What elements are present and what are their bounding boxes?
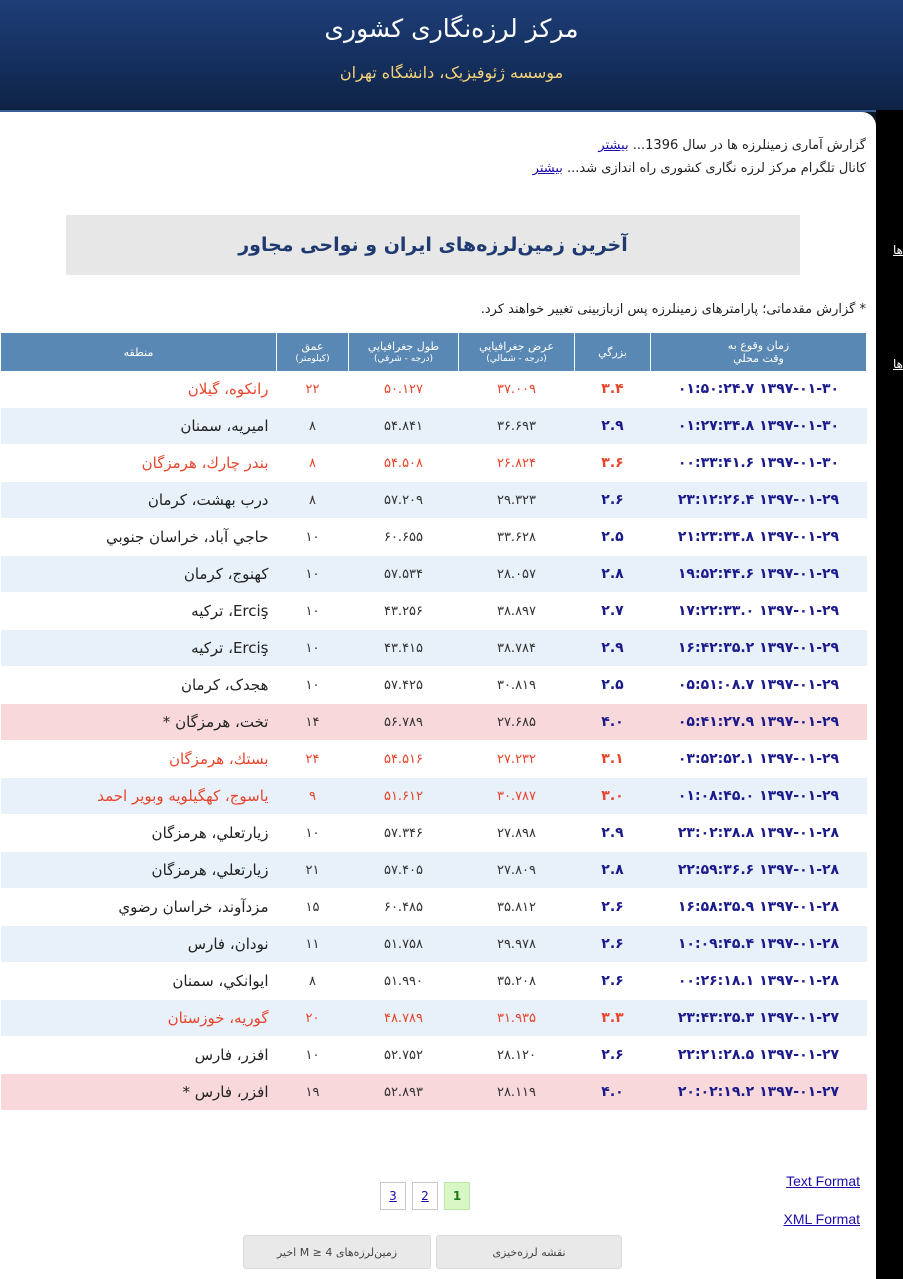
notice-stats	[598, 138, 866, 153]
more-link[interactable]: بیشتر	[532, 161, 563, 176]
table-row[interactable]	[1, 445, 867, 482]
table-row[interactable]	[1, 963, 867, 1000]
section-banner	[66, 215, 800, 275]
table-row[interactable]	[1, 1000, 867, 1037]
cell-latitude: ۲۷.۸۹۸	[459, 815, 575, 852]
col-time: زمان وقوع به وقت محلي	[651, 333, 867, 371]
cell-depth: ۱۰	[277, 815, 349, 852]
cell-depth: ۱۰	[277, 1037, 349, 1074]
table-row[interactable]	[1, 371, 867, 408]
cell-latitude: ۳۵.۲۰۸	[459, 963, 575, 1000]
cell-region: کهنوج، کرمان	[1, 556, 277, 593]
seismicity-map-button[interactable]: نقشه لرزه‌خيزی	[436, 1235, 622, 1269]
cell-latitude: ۳۰.۸۱۹	[459, 667, 575, 704]
cell-depth: ۲۱	[277, 852, 349, 889]
site-subtitle: موسسه ژئوفیزیک، دانشگاه تهران	[339, 63, 564, 82]
cell-magnitude: ۲.۶	[575, 1037, 651, 1074]
cell-longitude: ۵۴.۸۴۱	[349, 408, 459, 445]
cell-magnitude: ۲.۸	[575, 852, 651, 889]
cell-region: افزر، فارس *	[1, 1074, 277, 1111]
cell-region: درب بهشت، کرمان	[1, 482, 277, 519]
cell-latitude: ۳۶.۶۹۳	[459, 408, 575, 445]
cell-time: ۱۳۹۷-۰۱-۲۷ ۲۰:۰۲:۱۹.۲	[651, 1074, 867, 1111]
notice-text: گزارش آماری زمینلرزه ها در سال 1396...	[628, 138, 866, 153]
cell-longitude: ۵۷.۴۰۵	[349, 852, 459, 889]
cell-region: اميريه، سمنان	[1, 408, 277, 445]
side-menu-link[interactable]: ها	[893, 243, 903, 257]
cell-region: زيارتعلي، هرمزگان	[1, 852, 277, 889]
cell-longitude: ۵۱.۶۱۲	[349, 778, 459, 815]
cell-region: بندر چارك، هرمزگان	[1, 445, 277, 482]
cell-latitude: ۳۷.۰۰۹	[459, 371, 575, 408]
cell-time: ۱۳۹۷-۰۱-۲۹ ۱۷:۲۲:۳۳.۰	[651, 593, 867, 630]
cell-latitude: ۳۵.۸۱۲	[459, 889, 575, 926]
cell-longitude: ۵۷.۲۰۹	[349, 482, 459, 519]
side-menu	[876, 110, 903, 1279]
cell-latitude: ۲۶.۸۲۴	[459, 445, 575, 482]
cell-depth: ۱۰	[277, 667, 349, 704]
cell-time: ۱۳۹۷-۰۱-۲۹ ۰۱:۰۸:۴۵.۰	[651, 778, 867, 815]
cell-latitude: ۲۹.۳۲۳	[459, 482, 575, 519]
recent-m4-button[interactable]: زمين‌لرزه‌های 4 ≤ M اخير	[243, 1235, 431, 1269]
cell-latitude: ۲۷.۸۰۹	[459, 852, 575, 889]
cell-longitude: ۵۱.۷۵۸	[349, 926, 459, 963]
cell-depth: ۱۰	[277, 519, 349, 556]
table-row[interactable]	[1, 741, 867, 778]
table-header-row	[1, 333, 867, 371]
cell-longitude: ۵۲.۷۵۲	[349, 1037, 459, 1074]
section-title: آخرین زمین‌لرزه‌های ایران و نواحی مجاور	[238, 234, 628, 256]
cell-time: ۱۳۹۷-۰۱-۲۸ ۲۳:۰۲:۳۸.۸	[651, 815, 867, 852]
cell-magnitude: ۲.۶	[575, 482, 651, 519]
cell-magnitude: ۴.۰	[575, 704, 651, 741]
cell-longitude: ۵۶.۷۸۹	[349, 704, 459, 741]
cell-depth: ۸	[277, 408, 349, 445]
table-row[interactable]	[1, 519, 867, 556]
col-depth: عمق (کيلومتر)	[277, 333, 349, 371]
earthquake-table	[0, 333, 867, 1111]
cell-time: ۱۳۹۷-۰۱-۲۹ ۲۳:۱۲:۲۶.۴	[651, 482, 867, 519]
cell-region: هجدک، کرمان	[1, 667, 277, 704]
cell-time: ۱۳۹۷-۰۱-۲۹ ۲۱:۲۳:۳۴.۸	[651, 519, 867, 556]
notice-text: کانال تلگرام مرکز لرزه نگاری کشوری راه اندازی شد...	[562, 161, 866, 176]
page-link[interactable]: 3	[380, 1182, 406, 1210]
table-row[interactable]	[1, 815, 867, 852]
pagination	[380, 1182, 470, 1210]
col-longitude: طول جغرافيايي (درجه - شرقي)	[349, 333, 459, 371]
cell-latitude: ۲۸.۱۱۹	[459, 1074, 575, 1111]
cell-depth: ۸	[277, 963, 349, 1000]
col-region: منطقه	[1, 333, 277, 371]
cell-time: ۱۳۹۷-۰۱-۳۰ ۰۱:۲۷:۳۴.۸	[651, 408, 867, 445]
page-current[interactable]: 1	[444, 1182, 470, 1210]
cell-longitude: ۵۱.۹۹۰	[349, 963, 459, 1000]
cell-magnitude: ۲.۹	[575, 630, 651, 667]
cell-time: ۱۳۹۷-۰۱-۲۸ ۲۲:۵۹:۳۶.۶	[651, 852, 867, 889]
table-row[interactable]	[1, 556, 867, 593]
cell-magnitude: ۴.۰	[575, 1074, 651, 1111]
col-latitude: عرض جغرافيايي (درجه - شمالي)	[459, 333, 575, 371]
cell-time: ۱۳۹۷-۰۱-۲۸ ۱۶:۵۸:۳۵.۹	[651, 889, 867, 926]
cell-region: تخت، هرمزگان *	[1, 704, 277, 741]
cell-magnitude: ۲.۹	[575, 815, 651, 852]
more-link[interactable]: بیشتر	[598, 138, 629, 153]
cell-longitude: ۶۰.۴۸۵	[349, 889, 459, 926]
table-row[interactable]	[1, 1074, 867, 1111]
table-row[interactable]	[1, 667, 867, 704]
cell-longitude: ۵۷.۳۴۶	[349, 815, 459, 852]
cell-magnitude: ۲.۵	[575, 519, 651, 556]
cell-region: مزدآوند، خراسان رضوي	[1, 889, 277, 926]
cell-magnitude: ۲.۸	[575, 556, 651, 593]
cell-region: Erciş، ترکيه	[1, 630, 277, 667]
cell-depth: ۹	[277, 778, 349, 815]
cell-time: ۱۳۹۷-۰۱-۳۰ ۰۰:۳۳:۴۱.۶	[651, 445, 867, 482]
cell-depth: ۱۱	[277, 926, 349, 963]
main-content	[0, 112, 876, 1279]
cell-depth: ۱۰	[277, 556, 349, 593]
cell-time: ۱۳۹۷-۰۱-۲۹ ۱۶:۴۲:۳۵.۲	[651, 630, 867, 667]
cell-time: ۱۳۹۷-۰۱-۲۸ ۰۰:۲۶:۱۸.۱	[651, 963, 867, 1000]
cell-time: ۱۳۹۷-۰۱-۲۷ ۲۳:۴۳:۳۵.۳	[651, 1000, 867, 1037]
cell-time: ۱۳۹۷-۰۱-۲۹ ۰۳:۵۲:۵۲.۱	[651, 741, 867, 778]
cell-latitude: ۳۱.۹۳۵	[459, 1000, 575, 1037]
table-row[interactable]	[1, 408, 867, 445]
cell-region: گوريه، خوزستان	[1, 1000, 277, 1037]
cell-region: بستك، هرمزگان	[1, 741, 277, 778]
cell-longitude: ۵۴.۵۰۸	[349, 445, 459, 482]
table-row[interactable]	[1, 1037, 867, 1074]
table-row[interactable]	[1, 482, 867, 519]
cell-depth: ۱۹	[277, 1074, 349, 1111]
cell-depth: ۲۰	[277, 1000, 349, 1037]
cell-region: Erciş، ترکيه	[1, 593, 277, 630]
cell-magnitude: ۳.۱	[575, 741, 651, 778]
cell-time: ۱۳۹۷-۰۱-۲۹ ۰۵:۵۱:۰۸.۷	[651, 667, 867, 704]
table-row[interactable]	[1, 778, 867, 815]
table-row[interactable]	[1, 926, 867, 963]
cell-depth: ۱۵	[277, 889, 349, 926]
cell-magnitude: ۲.۶	[575, 926, 651, 963]
cell-latitude: ۲۸.۱۲۰	[459, 1037, 575, 1074]
cell-longitude: ۵۷.۵۳۴	[349, 556, 459, 593]
cell-magnitude: ۲.۷	[575, 593, 651, 630]
cell-depth: ۱۴	[277, 704, 349, 741]
cell-latitude: ۲۷.۲۳۲	[459, 741, 575, 778]
col-magnitude: بزرگي	[575, 333, 651, 371]
table-row[interactable]	[1, 889, 867, 926]
cell-time: ۱۳۹۷-۰۱-۲۸ ۱۰:۰۹:۴۵.۴	[651, 926, 867, 963]
cell-longitude: ۴۳.۴۱۵	[349, 630, 459, 667]
site-header	[0, 0, 903, 112]
cell-longitude: ۵۰.۱۲۷	[349, 371, 459, 408]
cell-longitude: ۴۸.۷۸۹	[349, 1000, 459, 1037]
cell-time: ۱۳۹۷-۰۱-۲۹ ۱۹:۵۲:۴۴.۶	[651, 556, 867, 593]
preliminary-note: * گزارش مقدماتی؛ پارامترهای زمینلرزه پس ازبازبینی تغییر خواهند کرد.	[480, 302, 866, 317]
cell-time: ۱۳۹۷-۰۱-۲۷ ۲۲:۲۱:۲۸.۵	[651, 1037, 867, 1074]
table-row[interactable]	[1, 593, 867, 630]
cell-region: زيارتعلي، هرمزگان	[1, 815, 277, 852]
cell-magnitude: ۲.۶	[575, 889, 651, 926]
cell-latitude: ۲۹.۹۷۸	[459, 926, 575, 963]
cell-longitude: ۵۲.۸۹۳	[349, 1074, 459, 1111]
cell-magnitude: ۲.۵	[575, 667, 651, 704]
page-link[interactable]: 2	[412, 1182, 438, 1210]
cell-depth: ۲۲	[277, 371, 349, 408]
cell-latitude: ۲۷.۶۸۵	[459, 704, 575, 741]
cell-magnitude: ۲.۶	[575, 963, 651, 1000]
cell-region: ياسوج، کهگيلويه وبوير احمد	[1, 778, 277, 815]
cell-depth: ۱۰	[277, 593, 349, 630]
site-title: مرکز لرزه‌نگاری کشوری	[324, 14, 579, 43]
cell-time: ۱۳۹۷-۰۱-۲۹ ۰۵:۴۱:۲۷.۹	[651, 704, 867, 741]
cell-latitude: ۳۳.۶۲۸	[459, 519, 575, 556]
cell-depth: ۸	[277, 445, 349, 482]
cell-magnitude: ۳.۴	[575, 371, 651, 408]
cell-region: حاجي آباد، خراسان جنوبي	[1, 519, 277, 556]
text-format-link[interactable]: Text Format	[786, 1173, 860, 1189]
cell-magnitude: ۳.۰	[575, 778, 651, 815]
cell-latitude: ۲۸.۰۵۷	[459, 556, 575, 593]
cell-latitude: ۳۰.۷۸۷	[459, 778, 575, 815]
notice-telegram	[533, 161, 866, 176]
cell-longitude: ۶۰.۶۵۵	[349, 519, 459, 556]
table-row[interactable]	[1, 704, 867, 741]
cell-longitude: ۵۴.۵۱۶	[349, 741, 459, 778]
cell-region: ايوانكي، سمنان	[1, 963, 277, 1000]
cell-latitude: ۳۸.۸۹۷	[459, 593, 575, 630]
cell-region: رانکوه، گیلان	[1, 371, 277, 408]
cell-depth: ۲۴	[277, 741, 349, 778]
side-menu-link[interactable]: ها	[893, 357, 903, 371]
cell-depth: ۱۰	[277, 630, 349, 667]
cell-latitude: ۳۸.۷۸۴	[459, 630, 575, 667]
cell-longitude: ۵۷.۴۲۵	[349, 667, 459, 704]
table-row[interactable]	[1, 852, 867, 889]
cell-magnitude: ۲.۹	[575, 408, 651, 445]
cell-region: افزر، فارس	[1, 1037, 277, 1074]
cell-region: نودان، فارس	[1, 926, 277, 963]
cell-depth: ۸	[277, 482, 349, 519]
cell-magnitude: ۳.۶	[575, 445, 651, 482]
table-row[interactable]	[1, 630, 867, 667]
cell-magnitude: ۳.۳	[575, 1000, 651, 1037]
cell-time: ۱۳۹۷-۰۱-۳۰ ۰۱:۵۰:۲۴.۷	[651, 371, 867, 408]
cell-longitude: ۴۳.۲۵۶	[349, 593, 459, 630]
xml-format-link[interactable]: XML Format	[783, 1211, 860, 1227]
